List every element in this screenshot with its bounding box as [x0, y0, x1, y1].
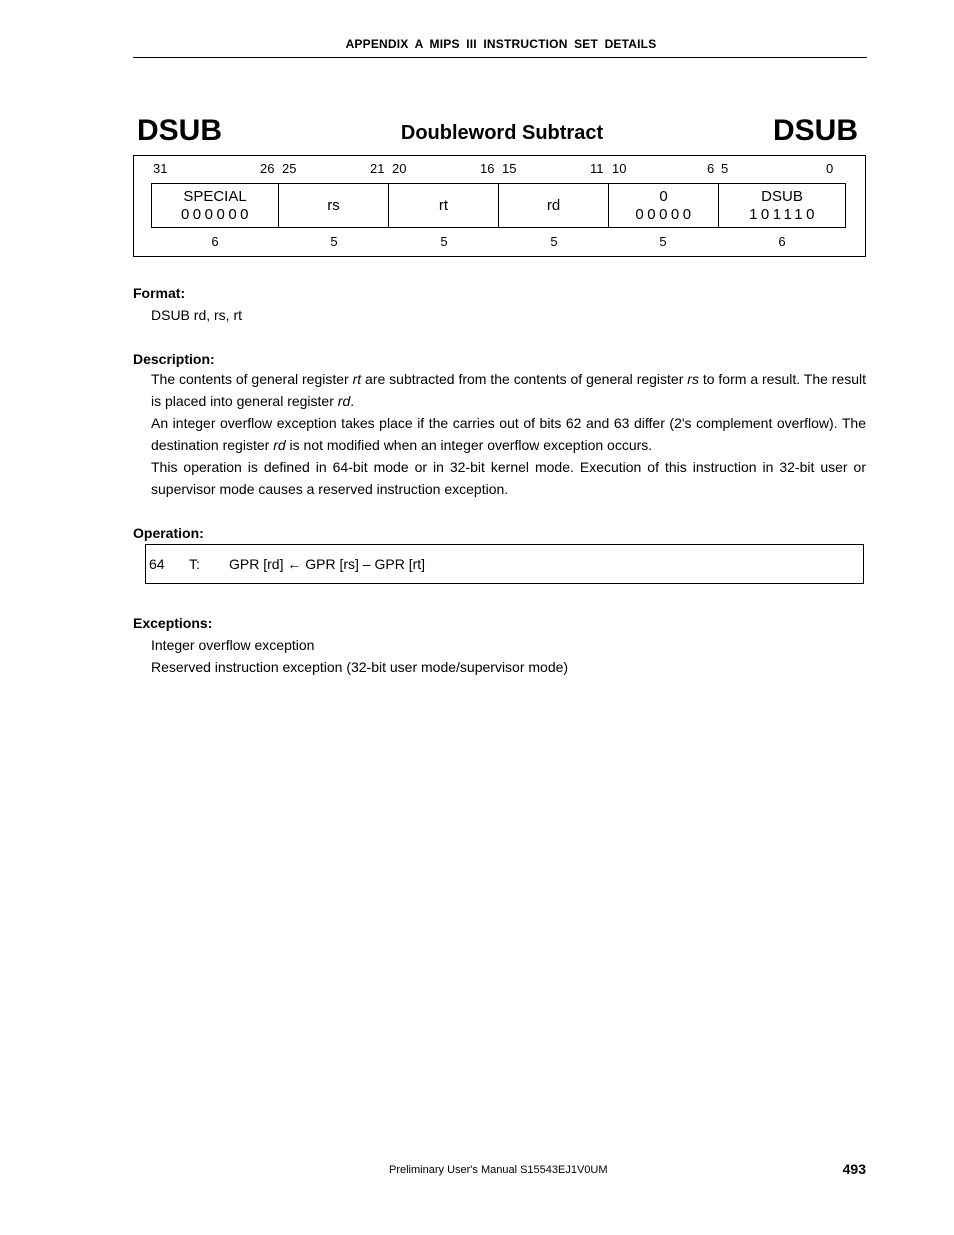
field-rd	[498, 183, 609, 228]
bit-number: 16	[480, 161, 495, 176]
field-width: 5	[440, 234, 448, 249]
field-width: 5	[659, 234, 667, 249]
bit-number: 0	[826, 161, 834, 176]
header-rule	[133, 57, 867, 58]
field-width: 6	[778, 234, 786, 249]
field-name: rs	[327, 196, 340, 214]
mnemonic-left: DSUB	[137, 114, 223, 147]
field-name: SPECIAL	[183, 187, 247, 205]
operation-stage: T:	[189, 556, 200, 572]
bit-number: 11	[590, 161, 604, 176]
description-paragraph-3: This operation is defined in 64-bit mode or in 32-bit kernel mode. Execution of this instruction in 32-bit user or supervisor mode causes a reserved instruction exception.	[151, 459, 866, 497]
field-width: 6	[211, 234, 219, 249]
exceptions-heading: Exceptions:	[133, 615, 213, 631]
exception-item: Integer overflow exception	[151, 637, 315, 653]
description-heading: Description:	[133, 351, 215, 367]
field-width: 5	[550, 234, 558, 249]
page-number: 493	[842, 1161, 866, 1177]
operation-heading: Operation:	[133, 525, 204, 541]
bit-number: 5	[721, 161, 729, 176]
field-value: 101110	[749, 205, 818, 223]
field-opcode	[151, 183, 279, 228]
description-paragraph-2: An integer overflow exception takes place if the carries out of bits 62 and 63 differ (2's complement overflow). The destination register rd is not modified when an integer overflow exception occurs.	[151, 415, 866, 453]
field-width: 5	[330, 234, 338, 249]
footer-manual-id: Preliminary User's Manual S15543EJ1V0UM	[389, 1164, 608, 1176]
running-header: APPENDIX A MIPS III INSTRUCTION SET DETAILS	[345, 37, 657, 51]
bit-number: 21	[370, 161, 385, 176]
field-sa	[608, 183, 719, 228]
field-function	[718, 183, 846, 228]
field-name: 0	[659, 187, 668, 205]
field-rt	[388, 183, 499, 228]
bit-number: 31	[153, 161, 168, 176]
bit-number: 20	[392, 161, 407, 176]
operation-mode: 64	[149, 556, 165, 572]
field-name: rd	[546, 196, 561, 214]
operation-statement: GPR [rd] ← GPR [rs] – GPR [rt]	[229, 556, 426, 572]
format-heading: Format:	[133, 285, 186, 301]
field-name: DSUB	[761, 187, 803, 205]
bit-number: 26	[260, 161, 275, 176]
exception-item: Reserved instruction exception (32-bit user mode/supervisor mode)	[151, 659, 569, 675]
bit-number: 25	[282, 161, 297, 176]
bit-number: 6	[707, 161, 715, 176]
instruction-title: Doubleword Subtract	[400, 122, 604, 144]
mnemonic-right: DSUB	[772, 114, 858, 147]
field-rs	[278, 183, 389, 228]
format-text: DSUB rd, rs, rt	[151, 307, 243, 323]
bit-number: 10	[612, 161, 627, 176]
description-paragraph-1: The contents of general register rt are subtracted from the contents of general register rs to form a result. The result is placed into general register rd.	[151, 371, 867, 409]
field-value: 000000	[180, 205, 253, 223]
bit-number: 15	[502, 161, 517, 176]
field-value: 00000	[635, 205, 695, 223]
field-name: rt	[438, 196, 449, 214]
